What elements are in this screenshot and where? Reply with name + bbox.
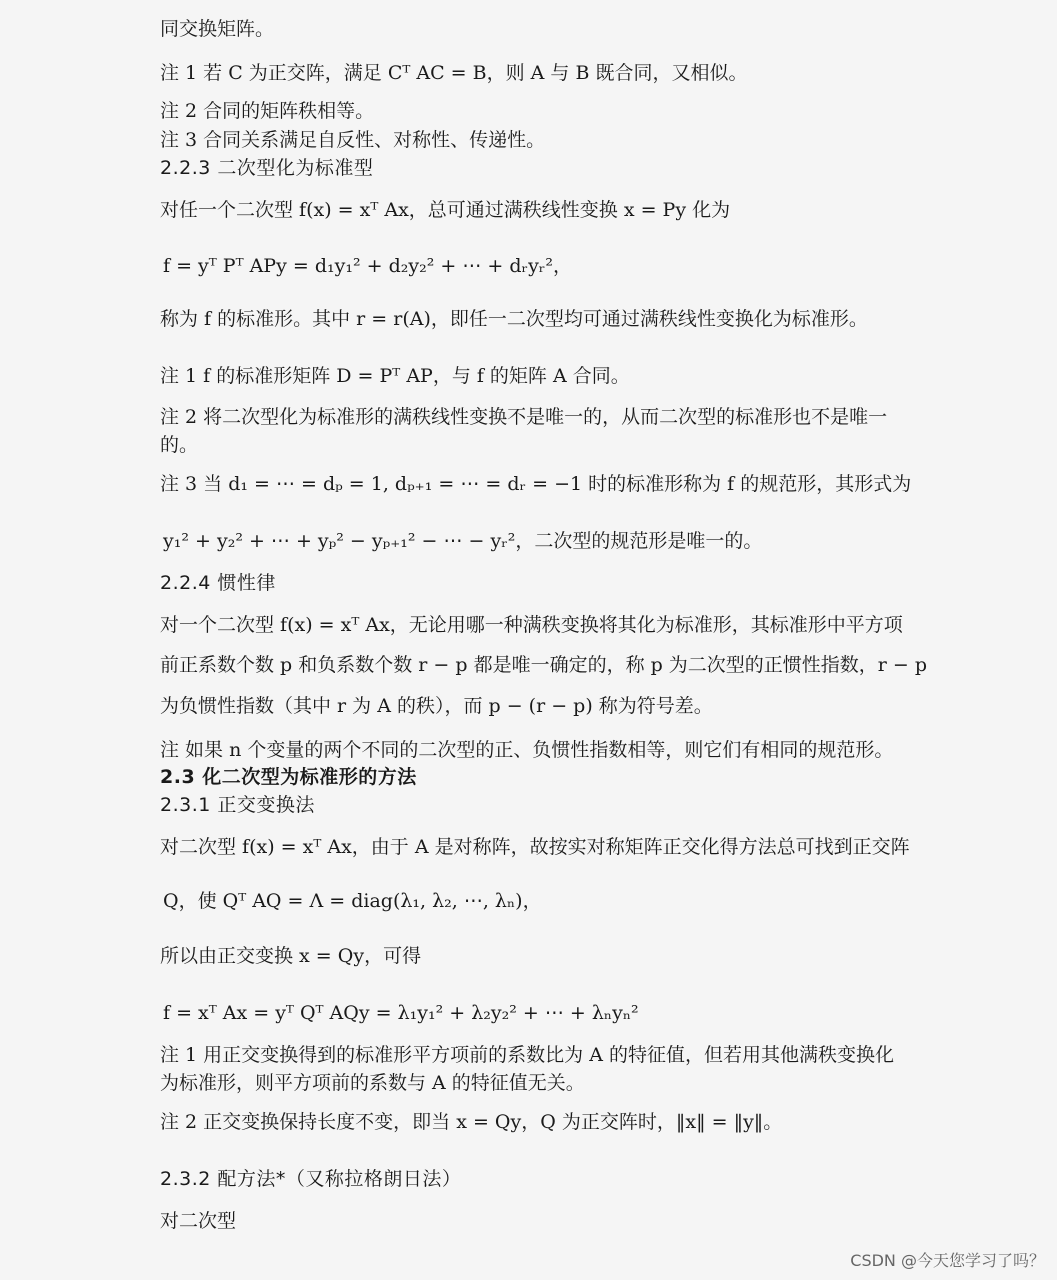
note-line: 注 3 当 d₁ = ⋯ = dₚ = 1, dₚ₊₁ = ⋯ = dᵣ = −1 时的标准形称为 f 的规范形，其形式为 bbox=[160, 473, 912, 495]
formula-line: f = yᵀ Pᵀ APy = d₁y₁² + d₂y₂² + ⋯ + dᵣyᵣ²， bbox=[163, 255, 573, 277]
note-line: 注 1 若 C 为正交阵，满足 Cᵀ AC = B，则 A 与 B 既合同，又相似。 bbox=[160, 62, 748, 84]
note-paragraph: 注 2 将二次型化为标准形的满秩线性变换不是唯一的，从而二次型的标准形也不是唯一的。 bbox=[160, 406, 888, 456]
section-heading: 2.3.2 配方法*（又称拉格朗日法） bbox=[160, 1168, 462, 1190]
note-line: 注 2 正交变换保持长度不变，即当 x = Qy，Q 为正交阵时，‖x‖ = ‖y‖。 bbox=[160, 1111, 783, 1133]
note-line: 注 3 合同关系满足自反性、对称性、传递性。 bbox=[160, 129, 546, 151]
note-line: 注 如果 n 个变量的两个不同的二次型的正、负惯性指数相等，则它们有相同的规范形。 bbox=[160, 739, 894, 761]
text-line: 为负惯性指数（其中 r 为 A 的秩），而 p − (r − p) 称为符号差。 bbox=[160, 695, 713, 717]
text-line: 对二次型 bbox=[160, 1210, 237, 1232]
section-heading: 2.3 化二次型为标准形的方法 bbox=[160, 766, 417, 788]
section-heading: 2.2.3 二次型化为标准型 bbox=[160, 157, 374, 179]
section-heading: 2.3.1 正交变换法 bbox=[160, 794, 315, 816]
section-heading: 2.2.4 惯性律 bbox=[160, 572, 276, 594]
text-line: 对一个二次型 f(x) = xᵀ Ax，无论用哪一种满秩变换将其化为标准形，其标准形中平方项 bbox=[160, 614, 903, 636]
formula-line: f = xᵀ Ax = yᵀ Qᵀ AQy = λ₁y₁² + λ₂y₂² + ⋯ + λₙyₙ² bbox=[163, 1002, 639, 1024]
formula-line: y₁² + y₂² + ⋯ + yₚ² − yₚ₊₁² − ⋯ − yᵣ²，二次型的规范形是唯一的。 bbox=[163, 530, 763, 552]
note-line: 注 2 合同的矩阵秩相等。 bbox=[160, 100, 375, 122]
note-line: 注 1 f 的标准形矩阵 D = Pᵀ AP，与 f 的矩阵 A 合同。 bbox=[160, 365, 630, 387]
note-paragraph: 注 1 用正交变换得到的标准形平方项前的系数比为 A 的特征值，但若用其他满秩变换化为标准形，则平方项前的系数与 A 的特征值无关。 bbox=[160, 1044, 894, 1094]
text-line: 前正系数个数 p 和负系数个数 r − p 都是唯一确定的，称 p 为二次型的正惯性指数，r − p bbox=[160, 654, 928, 676]
text-line: 称为 f 的标准形。其中 r = r(A)，即任一二次型均可通过满秩线性变换化为标准形。 bbox=[160, 308, 868, 330]
text-line: 对任一个二次型 f(x) = xᵀ Ax，总可通过满秩线性变换 x = Py 化为 bbox=[160, 199, 731, 221]
formula-line: Q，使 Qᵀ AQ = Λ = diag(λ₁, λ₂, ⋯, λₙ)， bbox=[163, 890, 542, 912]
text-line: 同交换矩阵。 bbox=[160, 18, 275, 40]
text-line: 对二次型 f(x) = xᵀ Ax，由于 A 是对称阵，故按实对称矩阵正交化得方法总可找到正交阵 bbox=[160, 836, 910, 858]
watermark-text: CSDN @今天您学习了吗？ bbox=[850, 1251, 1045, 1270]
text-line: 所以由正交变换 x = Qy，可得 bbox=[160, 945, 422, 967]
